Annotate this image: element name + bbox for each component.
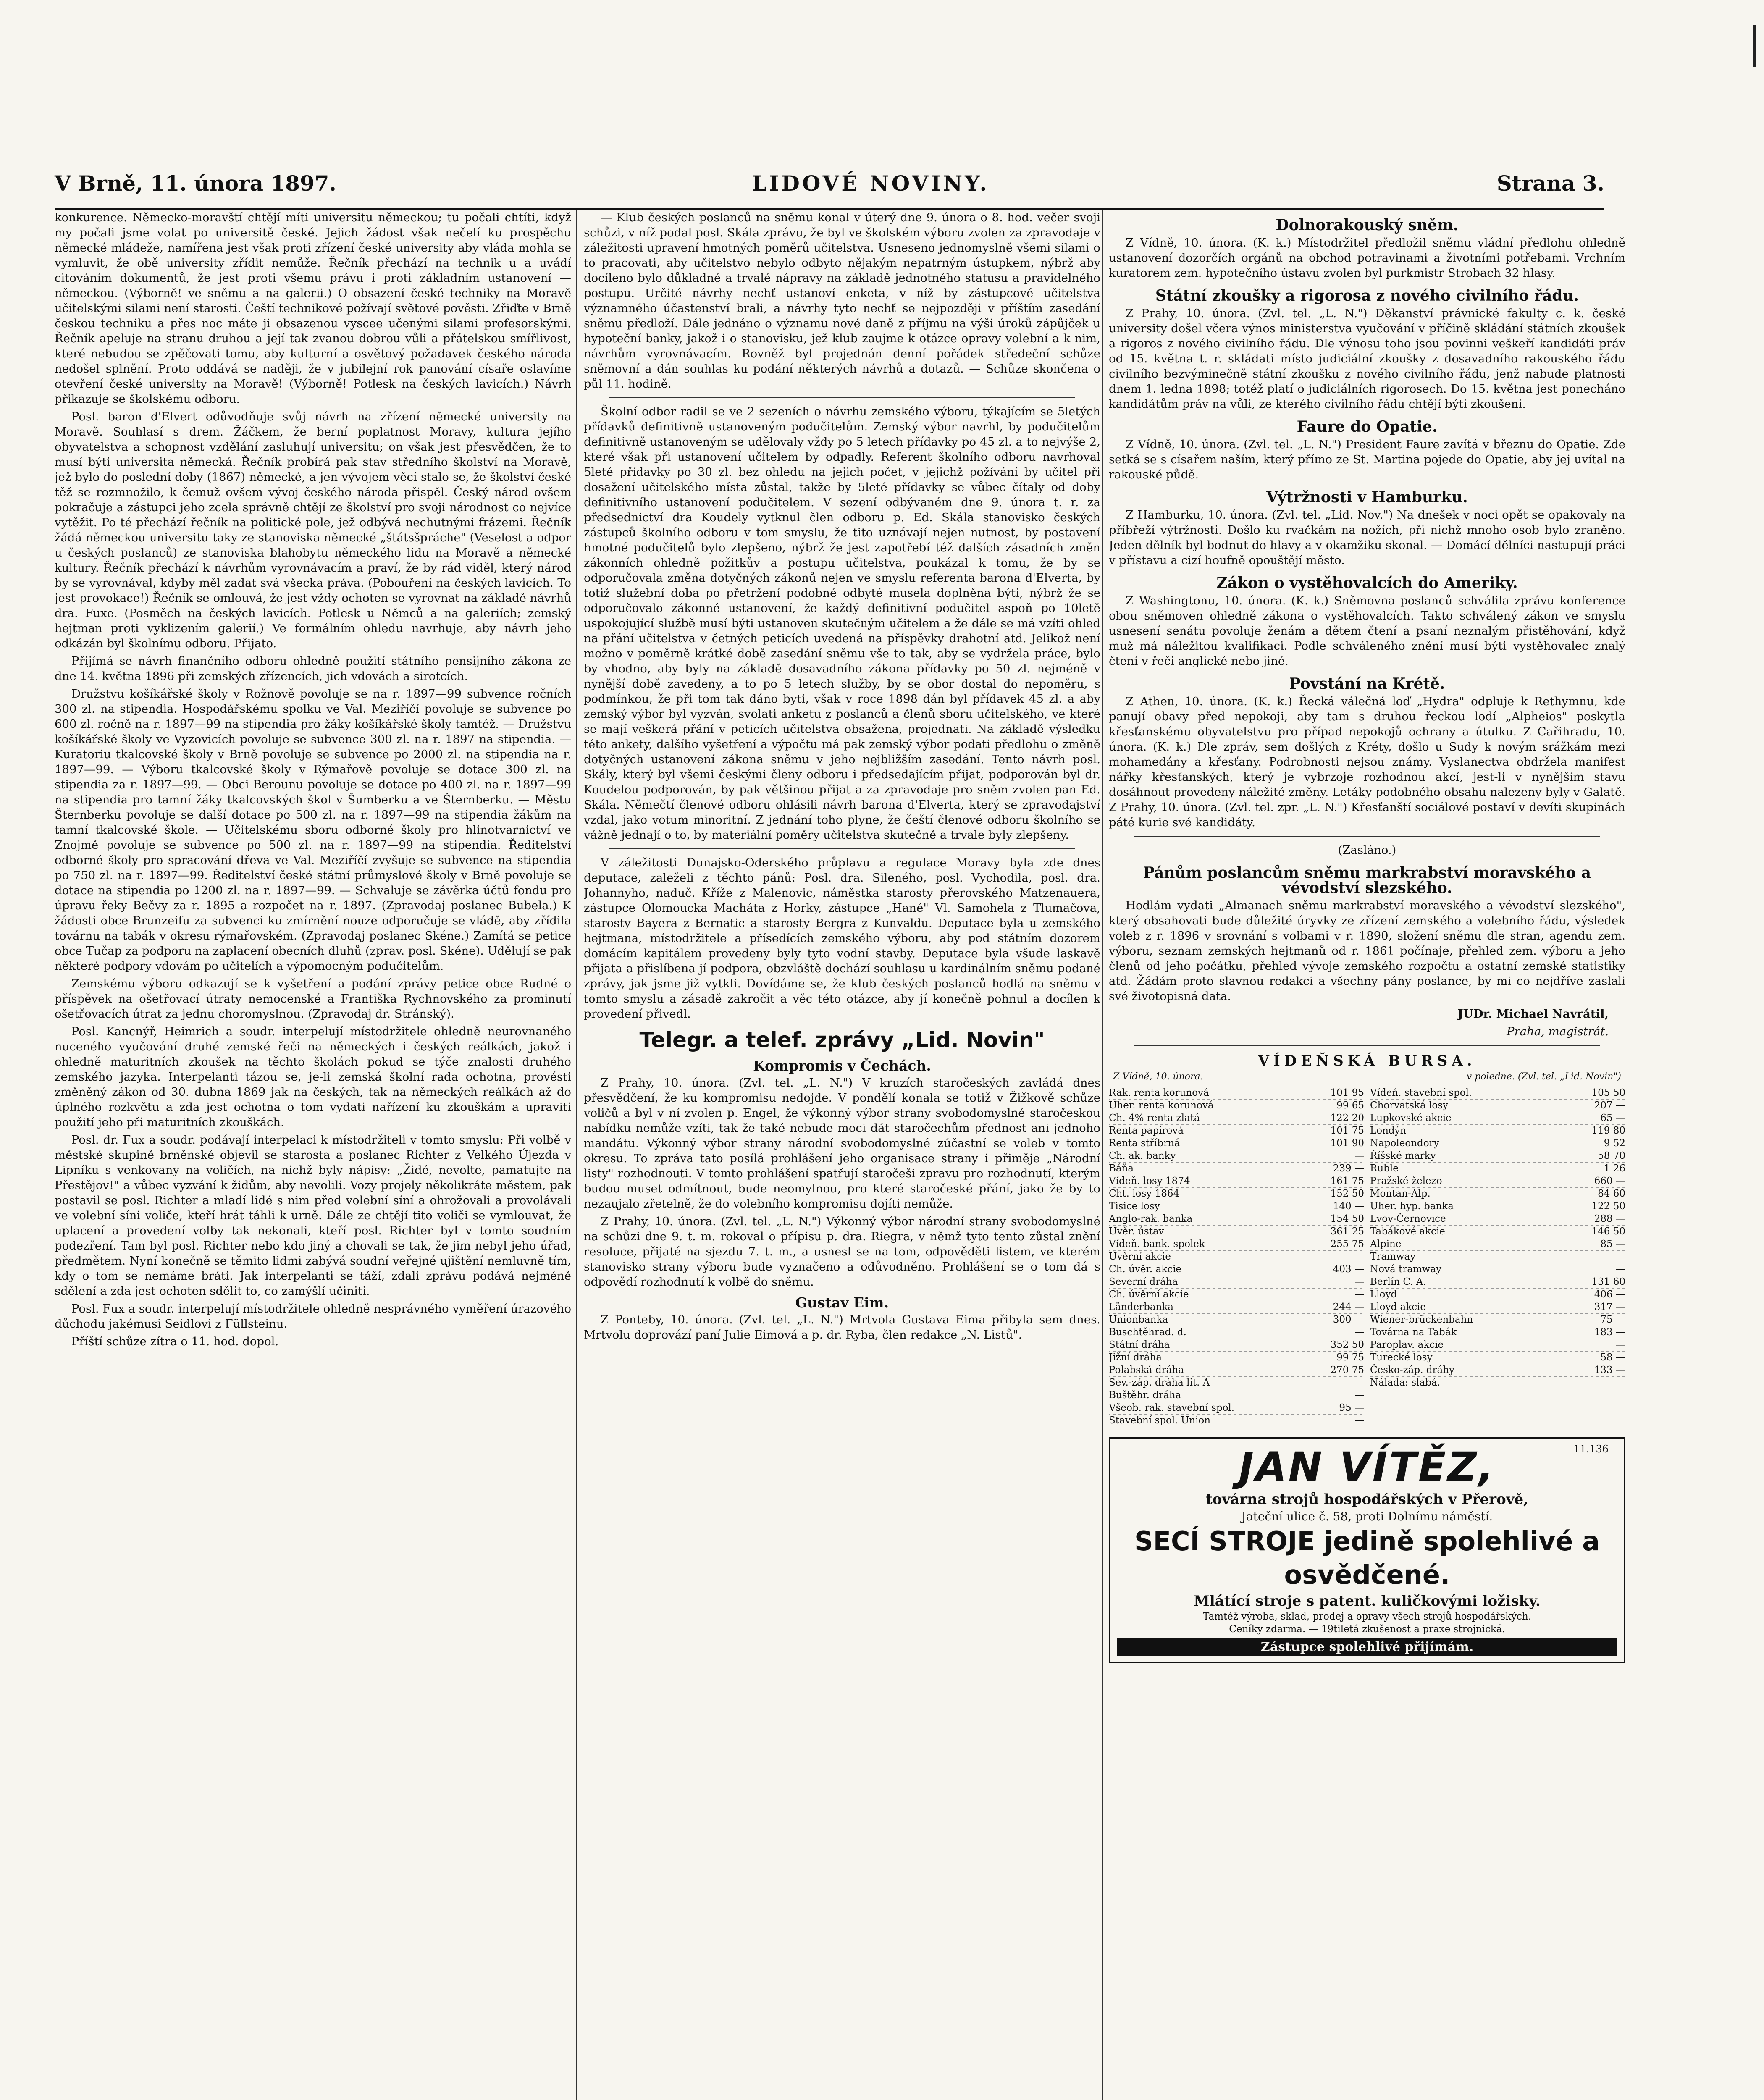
exchange-security-value: 1 26 [1604,1163,1625,1174]
exchange-security-value: 317 — [1594,1302,1625,1312]
exchange-security-value: 352 50 [1330,1339,1364,1350]
exchange-security-value: 101 90 [1330,1138,1364,1149]
exchange-security-value: 239 — [1333,1163,1364,1174]
exchange-security-name: Uher. hyp. banka [1370,1201,1454,1212]
exchange-row [1370,1301,1625,1314]
exchange-security-value: 361 25 [1330,1226,1364,1237]
exchange-row [1109,1289,1364,1301]
exchange-security-name: Montan-Alp. [1370,1188,1431,1199]
exchange-row [1370,1364,1625,1377]
exchange-row [1370,1326,1625,1339]
exchange-row [1370,1339,1625,1352]
ad-line: továrna strojů hospodářských v Přerově, [1206,1491,1528,1508]
exchange-security-value: 75 — [1600,1314,1625,1325]
exchange-security-value [1579,1377,1625,1389]
exchange-security-name: Vídeň. bank. spolek [1109,1239,1205,1250]
exchange-security-value: 131 60 [1591,1276,1625,1287]
exchange-security-name: Uher. renta korunová [1109,1100,1214,1111]
telegram-heading: Gustav Eim. [795,1294,889,1311]
exchange-security-name: Česko-záp. dráhy [1370,1365,1454,1376]
exchange-security-name: Vídeň. losy 1874 [1109,1176,1190,1186]
section-text: Z Washingtonu, 10. února. (K. k.) Sněmovna poslanců schválila zprávu konference obou sněmoven ohledně zákona o vystěhovalcích. Takto schválený zákon ve smyslu usnesení senátu povoluje ženám a dětem čtení a psaní neznalým přistěhování, když muž má náležitou kvalifikaci. Podle schváleného znění musí býti vystěhovalec znalý čtení v řeči anglické nebo jiné. [1109,594,1625,668]
exchange-security-value: — [1616,1264,1625,1275]
exchange-security-value: 84 60 [1598,1188,1625,1199]
exchange-security-value: — [1616,1339,1625,1350]
exchange-security-name: Turecké losy [1370,1352,1433,1363]
exchange-row [1370,1276,1625,1289]
exchange-security-value: 85 — [1600,1239,1625,1250]
exchange-security-value: 65 — [1600,1113,1625,1124]
exchange-row [1109,1087,1364,1100]
exchange-security-value: 101 95 [1330,1087,1364,1098]
exchange-row [1370,1314,1625,1326]
exchange-security-name: Lupkovské akcie [1370,1113,1452,1124]
exchange-row [1109,1301,1364,1314]
article-paragraph: konkurence. Německo-moravští chtějí míti universitu německou; tu počali chtíti, když my počali jsme volat po universitě české. Jejich žádost však nečelí ku prospěchu německé mládeže, namířena jest však proti zřízení české university aby vláda mohla se vymluvit, že obě university zřídit nemůže. Řečník přechází na technik u a uvádí citováním dokumentů, že jest proti všemu právu i proti základním ustanovení — německou. (Výborně! ve sněmu a na galerii.) O obsazení české techniky na Moravě učitelskými silami není starosti. Čeští technikové požívají světové pověsti. Zřiďte v Brně českou techniku a přes noc máte ji obsazenou vyscee učenými silami profesorskými. Řečník apeluje na stranu druhou a její tak zvanou dobrou vůli a přátelskou smířlivost, které nebudou se zpěčovati tomu, aby kulturní a osvětový požadavek českého národa nedošel splnění. Proto oddává se naději, že v jubilejní rok panování císaře oslavíme otevření české university na Moravě! (Výborně! Potlesk na českých lavicích.) Návrh přikazuje se školskému odboru. [55,211,571,406]
exchange-security-name: Lvov-Černovice [1370,1213,1446,1224]
exchange-security-name: Lloyd [1370,1289,1397,1300]
exchange-row [1109,1188,1364,1200]
separator [609,848,1075,849]
exchange-security-name: Říšské marky [1370,1150,1436,1161]
column-3 [1109,210,1625,2100]
exchange-security-value: 133 — [1594,1365,1625,1376]
exchange-security-name: Londýn [1370,1125,1407,1136]
exchange-row [1109,1100,1364,1112]
exchange-row [1370,1188,1625,1200]
exchange-row [1370,1238,1625,1251]
exchange-row [1370,1251,1625,1263]
exchange-security-value: 300 — [1333,1314,1364,1325]
exchange-security-value: 9 52 [1604,1138,1625,1149]
exchange-subheader [1113,1069,1621,1084]
exchange-security-value: — [1616,1251,1625,1262]
exchange-row [1370,1163,1625,1175]
ad-line: Ceníky zdarma. — 19tiletá zkušenost a praxe strojnická. [1229,1624,1505,1635]
article-paragraph: Posl. dr. Fux a soudr. podávají interpelaci k místodržiteli v tomto smyslu: Při volbě v městské skupině brněnské objevil se starosta a poslanec Richter z Velkého Újezda v Lipníku s venkovany na voličích, na nichž byly nápisy: „Židé, nevolte, pamatujte na Přestějov!" a vůbec vyzvání k židům, aby nevolili. Vozy projely několikráte městem, pak postavil se posl. Richter a mladí lidé s nim před volební síní a ohrožovali a provolávali ve volební síni voliče, kteří hrát táhli k urně. Dále ze chtějí tito voliči se vymlouvat, že uplacení a provedení volby tak nekonali, kteří posl. Richter byl v tomto soudním podezření. Tam byl posl. Richter nebo kdo jiný a chovali se tak, že jim nebyl jeho úřad, předmětem. Nyní konečně se těmito lidmi zabývá soudní veřejné ujištění nemluvně tím, kdy o tom se nemáme bráti. Jak interpelanti se táží, zdali zprávu podává nejméně sdělení a zda jest ochoten sdělit to, co zamýšlí učiniti. [55,1133,571,1298]
open-letter-text: Hodlám vydati „Almanach sněmu markrabství moravského a vévodství slezského", který obsahovati bude důležité úryvky ze zřízení zemského a volebního řádu, výsledek voleb z r. 1896 v srovnání s volbami v r. 1890, složení sněmu dle stran, agendu zem. výboru, seznam zemských hejtmanů od r. 1861 počínaje, přehled zem. výboru a jeho členů od jeho počátku, přehled vývoje zemského rozpočtu a ostatní zemské statistiky atd. Žádám proto slavnou redakci a všechny pány poslance, by mi co nejdříve zaslali své životopisná data. [1109,899,1625,1003]
exchange-row [1109,1377,1364,1389]
open-letter-place: Praha, magistrát. [1506,1025,1609,1038]
exchange-row [1109,1125,1364,1137]
exchange-row [1109,1137,1364,1150]
exchange-row [1109,1339,1364,1352]
article-paragraph: Posl. Kancnýř, Heimrich a soudr. interpelují místodržitele ohledně neurovnaného nuceného vyučování druhé zemské řeči na německých i českých reálkách, jakož i ohledně maturitních zkoušek na těchto školách pokud se týče znalosti druhého zemského jazyka. Interpelanti tázou se, je-li zemská školní rada ochotna, provésti změněný zákon od 30. dubna 1869 jak na českých, tak na německých reálkách až do úplného rozkvětu a zda jest ochotna o tom vydati nařízení ku zkouškám a upraviti použití jeho při maturitních zkouškách. [55,1025,571,1129]
exchange-row [1109,1326,1364,1339]
column-divider [1102,210,1103,2100]
exchange-row [1109,1276,1364,1289]
exchange-security-value: — [1354,1415,1364,1426]
article-paragraph: Posl. baron d'Elvert odůvodňuje svůj návrh na zřízení německé university na Moravě. Souhlasí s drem. Žáčkem, že berní poplatnost Moravy, kultura jejího obyvatelstva a schopnost vzdělání zasluhují universitu; on však jest přesvědčen, že to musí býti universita německá. Řečník probírá pak stav středního školství na Moravě, jež bylo do poslední doby (1867) německé, a jen vývojem věcí stalo se, že školství české těž se rozmnožilo, k čemuž ovšem vývoj českého národa přispěl. Český národ ovšem pokračuje a zástupci jeho zcela správně chtějí ze školství pro svoji národnost co nejvíce vytěžit. Po té přechází řečník na politické pole, jež odbývá nechutnými frázemi. Řečník žádá německou universitu taky ze stanoviska německé „štátsšpráche" (Veselost a odpor u českých poslanců) ze stanoviska blahobytu německého lidu na Moravě a německé kultury. Řečník přechází k návrhům vyrovnávacím a praví, že by rád viděl, který národ by se vyrovnával, kdyby měl zadat svá všecka práva. (Pobouření na českých lavicích. To jest provokace!) Řečník se omlouvá, že jest vždy ochoten se vyrovnat na základě návrhů dra. Fuxe. (Posměch na českých lavicích. Potlesk u Němců a na galeriích; zemský hejtman proti vyklizením galerií.) Ve formálním ohledu navrhuje, aby návrh jeho odkázán byl školnímu odboru. Přijato. [55,410,571,650]
separator [609,397,1075,398]
exchange-security-name: Napoleondory [1370,1138,1439,1149]
ad-number: 11.136 [1573,1443,1609,1455]
exchange-right-date: v poledne. (Zvl. tel. „Lid. Novin") [1466,1071,1621,1082]
section-title: Výtržnosti v Hamburku. [1266,488,1468,506]
exchange-row [1370,1263,1625,1276]
exchange-security-value: 183 — [1594,1327,1625,1338]
exchange-table [1109,1087,1625,1427]
exchange-security-value: 207 — [1594,1100,1625,1111]
exchange-security-value: 58 — [1600,1352,1625,1363]
exchange-security-name: Unionbanka [1109,1314,1168,1325]
exchange-security-name: Jižní dráha [1109,1352,1162,1363]
page-number: Strana 3. [1496,171,1604,196]
header-dateline: V Brně, 11. února 1897. [55,171,336,196]
exchange-row [1109,1213,1364,1226]
exchange-row [1370,1125,1625,1137]
exchange-row [1109,1402,1364,1415]
exchange-security-value: 406 — [1594,1289,1625,1300]
page-header [55,166,1604,208]
exchange-row [1109,1163,1364,1175]
exchange-security-name: Úvěr. ústav [1109,1226,1164,1237]
school-board-report: Školní odbor radil se ve 2 sezeních o návrhu zemského výboru, týkajícím se 5letých přídavků definitivně ustanoveným podučitelům. Zemský výbor navrhl, by podučitelům definitivně ustanoveným se udělovaly vždy po 5 letech přídavky po 45 zl. a to nejvýše 2, které však při ustanovení učitelem by odpadly. Referent školního odboru navrhoval 5leté přídavky po 30 zl. bez ohledu na jejich počet, v jejichž požívání by učitel při dosažení učitelského místa zůstal, takže by 5leté přídavky se vůbec čítaly od doby definitivního ustanovení podučitelem. V sezení odbývaném dne 9. února t. r. za předsednictví dra Koudely vytknul člen odboru p. Ed. Skála stanovisko českých zástupců školního odboru v tom smyslu, že tito uznávají nejen nutnost, by postavení hmotné podučitelů bylo zlepšeno, nýbrž že jest zapotřebí též dalších zásadních změn zákonních ohledně požitkův a postupu učitelstva, poukázal k tomu, že by se odporučovala změna dotyčných zákonů nejen ve smyslu referenta barona d'Elverta, by totiž služební doba po přetržení podobné odbyté musela doplněna býti, nýbrž že se odporučovalo zákonné ustanovení, že každý definitivní podučitel aspoň po 10letě uspokojující službě musí býti ustanoven skutečným učitelem a že dále se má vzíti ohled na přání učitelstva v četných peticích uvedená na příspěvky drahotní atd. Jelikož není možno v poměrně krátké době zasedání sněmu vše to tak, aby se vydržela práce, bylo by vhodno, aby byly na základě dosavadního zákona přídavky po 50 zl. nejméně v nynější době zavedeny, a to po 5 letech služby, by se obor dostal do nepoměru, s podmínkou, že při tom tak dáno byti, však v roce 1898 dán byl přídavek 45 zl. a aby zemský výbor byl vyzván, svolati anketu z poslanců a členů sboru učitelského, ve které se mají veškerá přání v peticích učitelstva obsažena, projednati. Na základě výsledku této ankety, dalšího vyšetření a výpočtu má pak zemský výbor podati předlohu o změně dotyčných ustanovení zákona sněmu v jeho nejbližším zasedání. Tento návrh posl. Skály, který byl všemi českými členy odboru i předsedajícím přijat, podporován byl dr. Koudelou podporován, by pak většinou přijat a za zpravodaje pro sněm zvolen pan Ed. Skála. Němečtí členové odboru ohlásili návrh barona d'Elverta, který se zpravodajství vzdal, jako votum minoritní. Z jednání toho plyne, že čeští členové odboru školního se vážně jednají o to, by materiální poměry učitelstva skutečně a trvale byly zlepšeny. [584,405,1100,842]
exchange-security-name: Úvěrní akcie [1109,1251,1171,1262]
exchange-row [1370,1352,1625,1364]
section-title: Dolnorakouský sněm. [1276,216,1459,234]
ad-footer: Zástupce spolehlivé přijímám. [1117,1638,1617,1656]
exchange-security-value: 152 50 [1330,1188,1364,1199]
ad-company-name: JAN VÍTĚZ, [1239,1444,1496,1491]
exchange-security-name: Ch. úvěrní akcie [1109,1289,1189,1300]
exchange-row [1109,1200,1364,1213]
open-letter-marker: (Zasláno.) [1338,843,1396,857]
exchange-row [1370,1137,1625,1150]
separator [1134,836,1600,837]
exchange-security-value: 255 75 [1330,1239,1364,1250]
column-divider [576,210,577,2100]
open-letter-signature [1109,1006,1609,1021]
exchange-security-value: 154 50 [1330,1213,1364,1224]
exchange-security-name: Nálada: slabá. [1370,1377,1441,1388]
exchange-security-value: — [1354,1276,1364,1287]
club-report: — Klub českých poslanců na sněmu konal v úterý dne 9. února o 8. hod. večer svoji schůzi, v níž podal posl. Skála zprávu, že byl ve školském výboru zvolen za zpravodaje v záležitosti upravení hmotných poměrů učitelstva. Usneseno jednomyslně všemi silami o to pracovati, aby učitelstvo nebylo odbyto nějakým nepatrným ústupkem, nýbrž aby docíleno bylo důkladné a trvalé nápravy na základě jednotného statusu a pravidelného postupu. Určité návrhy nechť ustanoví enketa, v níž by zástupcové učitelstva významného účastenství brali, a návrhy tyto nechť se nejpozději v příštím zasedání sněmu předloží. Dále jednáno o významu nové daně z příjmu na výši úroků zápůjček u hypoteční banky, jakož i o stanovisku, jež klub zaujme k otázce opravy volební a k nim, návrhům vyrovnávacím. Rovněž byl projednán denní pořádek středeční schůze sněmovní a dán souhlas ku podání některých návrhů a dotazů. — Schůze skončena o půl 11. hodině. [584,211,1100,391]
exchange-row [1109,1150,1364,1163]
exchange-security-name: Všeob. rak. stavební spol. [1109,1402,1235,1413]
section-title: Státní zkoušky a rigorosa z nového civilního řádu. [1155,287,1579,304]
exchange-row [1109,1112,1364,1125]
telegram-item: Z Prahy, 10. února. (Zvl. tel. „L. N.") Výkonný výbor národní strany svobodomyslné na schůzi dne 9. t. m. rokoval o přípisu p. dra. Riegra, v němž tyto tento zůstal znění resoluce, přijaté na sjezdu 7. t. m., a usnesl se na tom, odpověděti listem, ve kterém stanovisko strany výboru bude vyznačeno a odůvodněno. Prohlášení se o tom dá s odpovědí rozhodnutí k volbě do sněmu. [584,1215,1100,1289]
exchange-security-name: Renta papírová [1109,1125,1184,1136]
exchange-security-name: Wiener-brückenbahn [1370,1314,1473,1325]
exchange-security-name: Alpine [1370,1239,1402,1250]
exchange-security-name: Ch. úvěr. akcie [1109,1264,1182,1275]
exchange-security-name: Ruble [1370,1163,1399,1174]
exchange-security-value: — [1354,1251,1364,1262]
ad-line: Tamtéž výroba, sklad, prodej a opravy všech strojů hospodářských. [1202,1611,1532,1622]
telegram-item: Z Ponteby, 10. února. (Zvl. tel. „L. N.") Mrtvola Gustava Eima přibyla sem dnes. Mrtvolu doprovází paní Julie Eimová a p. dr. Ryba, člen redakce „N. Listů". [584,1313,1100,1341]
exchange-security-name: Polabská dráha [1109,1365,1184,1376]
exchange-security-value: 105 50 [1591,1087,1625,1098]
exchange-security-value: 146 50 [1591,1226,1625,1237]
exchange-left-column [1109,1087,1364,1427]
article-paragraph: Družstvu košíkářské školy v Rožnově povoluje se na r. 1897—99 subvence ročních 300 zl. na stipendia. Hospodářskému spolku ve Val. Meziříčí povoluje se subvence po 600 zl. ročně na r. 1897—99 na stipendia pro žáky košíkářské školy tamtéž. — Družstvu košíkářské školy ve Vyzovicích povoluje se subvence 300 zl. na r. 1897 na stipendia. — Kuratoriu tkalcovské školy v Brně povoluje se subvence po 2000 zl. na stipendia na r. 1897—99. — Výboru tkalcovské školy v Rýmařově povoluje se dotace 300 zl. na stipendia za r. 1897—99. — Obci Berounu povoluje se dotace po 400 zl. na r. 1897—99 na stipendia pro tamní žáky tkalcovských škol v Šumberku a ve Šternberku. — Městu Šternberku povoluje se další dotace po 500 zl. na r. 1897—99 na stipendia žákům na tamní tkalcovské škole. — Učitelskému sboru odborné školy pro hlinotvarnictví ve Znojmě povoluje se subvence po 500 zl. na r. 1897—99 na stipendia. Ředitelství odborné školy pro spracování dřeva ve Val. Meziříčí zvyšuje se subvence na stipendia po 750 zl. na r. 1897—99. Ředitelství české státní průmyslové školy v Brně povoluje se dotace na stipendia po 1200 zl. na r. 1897—99. — Schvaluje se závěrka účtů fondu pro úpravu řeky Bečvy za r. 1895 a rozpočet na r. 1897. (Zpravodaj poslanec Bubela.) K žádosti obce Brunzeifu za subvenci ku zmírnění nouze odporučuje se vládě, aby zřídila továrnu na tabák v okresu rýmařovském. (Zpravodaj poslanec Skéne.) Zamítá se petice obce Tučap za podporu na zaplacení obecních dluhů (zprav. posl. Skéne). Udělují se pak některé podpory vdovám po učitelích a výpomocným podučitelům. [55,687,571,973]
signature-name: JUDr. Michael Navrátil, [1457,1007,1609,1021]
exchange-row [1370,1112,1625,1125]
exchange-security-name: Anglo-rak. banka [1109,1213,1193,1224]
section-title: Povstání na Krétě. [1289,675,1445,693]
section-title: Zákon o vystěhovalcích do Ameriky. [1216,574,1518,592]
exchange-row [1109,1364,1364,1377]
article-paragraph: Příští schůze zítra o 11. hod. dopol. [71,1335,279,1348]
exchange-security-name: Pražské železo [1370,1176,1442,1186]
exchange-row [1370,1175,1625,1188]
exchange-row [1109,1314,1364,1326]
ad-headline: SECÍ STROJE jedině spolehlivé a osvědčené. [1134,1526,1600,1590]
exchange-row [1109,1175,1364,1188]
section-text: Z Prahy, 10. února. (Zvl. tel. „L. N.") Děkanství právnické fakulty c. k. české university došel včera výnos ministerstva vyučování v příčině skládání státních zkoušek a rigoros z nového civilního řádu. Dle výnosu toho jsou povinni veškeří kandidáti práv od 15. května t. r. skládati místo judiciální zkoušky z dosavadního rakouského řádu civilního bezvýminečně státní zkoušku z nového civilního řádu, jenž nabude platnosti dnem 1. ledna 1898; totéž platí o judiciálních rigorosech. Do 15. května jest ponecháno kandidátům práv na vůli, ze kterého civilního řádu chtějí býti zkoušeni. [1109,307,1625,411]
canal-report: V záležitosti Dunajsko-Oderského průplavu a regulace Moravy byla zde dnes deputace, zaleželi z těchto pánů: Posl. dra. Sileného, posl. Vychodila, posl. dra. Johannyho, naduč. Kříže z Malenovic, náměstka starosty přerovského Matzenauera, zástupce Olomoucka Macháta z Horky, zástupce „Hané" Vl. Samohela z Tlumačova, starosty Bayera z Bernatic a starosty Bergra z Kunvaldu. Deputace byla u zemského hejtmana, místodržitele a přísedících zemského výboru, aby pod státním dozorem domácím kapitálem provedeny byly tyto vodní stavby. Deputace byla všude laskavě přijata a přislíbena jí podpora, obzvláště dochází souhlasu u kardinálním sněmu podané zprávy, jak jsme již vytkli. Dovídáme se, že klub českých poslanců hodlá na sněmu v tomto smyslu a zásadě zakročit a věc této otázce, aby jí konečně pohnul a docílen k provedení přivedl. [584,856,1100,1021]
exchange-security-value: 119 80 [1591,1125,1625,1136]
exchange-security-value: — [1354,1289,1364,1300]
advertisement [1109,1437,1625,1663]
exchange-security-name: Länderbanka [1109,1302,1174,1312]
exchange-row [1370,1226,1625,1238]
separator [1134,1045,1600,1046]
exchange-security-value: 403 — [1333,1264,1364,1275]
exchange-security-value: 101 75 [1330,1125,1364,1136]
exchange-row [1109,1251,1364,1263]
newspaper-title: LIDOVÉ NOVINY. [752,171,990,196]
exchange-security-value: 244 — [1333,1302,1364,1312]
telegram-section-title: Telegr. a telef. zprávy „Lid. Novin" [639,1028,1045,1052]
exchange-row [1109,1238,1364,1251]
exchange-row [1109,1389,1364,1402]
exchange-security-name: Továrna na Tabák [1370,1327,1457,1338]
column-1 [55,210,571,2100]
article-paragraph: Přijímá se návrh finančního odboru ohledně použití státního pensijního zákona ze dne 14. května 1896 při zemských zřízencích, jich vdovách a sirotcích. [55,654,571,683]
section-text: Z Vídně, 10. února. (Zvl. tel. „L. N.") President Faure zavítá v březnu do Opatie. Zde setká se s císařem naším, který přímo ze St. Martina pojede do Opatie, aby jej uvítal na rakouské půdě. [1109,438,1625,481]
exchange-security-name: Tisice losy [1109,1201,1160,1212]
exchange-security-name: Státní dráha [1109,1339,1170,1350]
column-2 [584,210,1100,2100]
exchange-row [1370,1213,1625,1226]
exchange-security-value: 99 65 [1336,1100,1364,1111]
exchange-row [1370,1150,1625,1163]
exchange-row [1370,1087,1625,1100]
exchange-security-name: Vídeň. stavební spol. [1370,1087,1472,1098]
telegram-item: Z Prahy, 10. února. (Zvl. tel. „L. N.") V kruzích staročeských zavládá dnes přesvědčení, že ku kompromisu nedojde. V pondělí konala se totiž v Žižkově schůze voličů a byl v ní zvolen p. Engel, že výkonný výbor strany svobodomyslné staročeskou nabídku nemůže vzíti, tak že také nebude moci dát staročechům přednost ani jednoho mandátu. Výkonný výbor strany národní svobodomyslné zúčastní se voleb v tomto okresu. To zpráva tato posílá prohlášení jeho organisace strany i přiměje „Národní listy" rozhodnouti. V tomto prohlášení spatřují staročeši zpravu pro rozhodnutí, kterým budou muset odmítnout, bude neomylnou, pro které staročeské přání, jako že by to nezaujalo zřetelně, že do volebního kompromisu dojíti nemůže. [584,1076,1100,1210]
exchange-security-name: Stavební spol. Union [1109,1415,1211,1426]
exchange-row [1370,1289,1625,1301]
exchange-security-name: Báňa [1109,1163,1134,1174]
exchange-security-name: Ch. 4% renta zlatá [1109,1113,1200,1124]
exchange-security-name: Tramway [1370,1251,1416,1262]
exchange-security-name: Ch. ak. banky [1109,1150,1176,1161]
exchange-security-value: 99 75 [1336,1352,1364,1363]
section-text: Z Athen, 10. února. (K. k.) Řecká válečná loď „Hydra" odpluje k Rethymnu, kde panují obavy před nepokoji, aby tam s druhou řeckou lodí „Alpheios" poskytla křesťanskému obyvatelstvu pro případ nepokojů ochrany a útulku. Z Cařihradu, 10. února. (K. k.) Dle zpráv, sem došlých z Kréty, došlo u Sudy k novým srážkám mezi mohamedány a křesťany. Podrobnosti nejsou známy. Vyslanectva obdržela manifest nářky křesťanských, který je vybrzoje rozhodnou akcí, jest-li v nynějším stavu dosáhnout provedeny náležité změny. Letáky podobného obsahu nalezeny byly v Galatě. Z Prahy, 10. února. (Zvl. tel. zpr. „L. N.") Křesťanští sociálové postaví v devíti skupinách páté kurie své kandidáty. [1109,695,1625,829]
exchange-security-value: 122 50 [1591,1201,1625,1212]
exchange-security-value: 140 — [1333,1201,1364,1212]
article-paragraph: Zemskému výboru odkazují se k vyšetření a podání zprávy petice obce Rudné o příspěvek na ošetřovací útraty nemocenské a Františka Rychnovského za prominutí ošetřovacích útrat za jednu choromyslnou. (Zpravodaj dr. Stránský). [55,977,571,1021]
exchange-security-name: Rak. renta korunová [1109,1087,1209,1098]
section-title: Faure do Opatie. [1297,418,1438,436]
open-letter-title: Pánům poslancům sněmu markrabství moravského a vévodství slezského. [1143,864,1591,897]
ad-line: Jateční ulice č. 58, proti Dolnímu náměstí. [1241,1509,1493,1523]
exchange-row [1109,1263,1364,1276]
article-paragraph: Posl. Fux a soudr. interpelují místodržitele ohledně nesprávného vyměření úrazového důchodu jakémusi Seidlovi z Füllsteinu. [55,1302,571,1331]
exchange-row [1370,1100,1625,1112]
exchange-security-name: Chorvatská losy [1370,1100,1448,1111]
exchange-row [1109,1226,1364,1238]
exchange-left-date: Z Vídně, 10. února. [1113,1071,1203,1082]
exchange-row [1370,1200,1625,1213]
exchange-row [1370,1377,1625,1389]
exchange-security-name: Buštěhr. dráha [1109,1390,1181,1401]
exchange-row [1109,1352,1364,1364]
exchange-security-value: — [1354,1327,1364,1338]
exchange-security-name: Cht. losy 1864 [1109,1188,1180,1199]
exchange-security-value: 270 75 [1330,1365,1364,1376]
telegram-subtitle: Kompromis v Čechách. [753,1058,931,1074]
exchange-security-value: 288 — [1594,1213,1625,1224]
section-text: Z Vídně, 10. února. (K. k.) Místodržitel předložil sněmu vládní předlohu ohledně ustanovení dozorčích orgánů na obchod potravinami a životními potřebami. Vrchním kuratorem zem. hypotečního ústavu zvolen byl purkmistr Strobach 32 hlasy. [1109,236,1625,280]
exchange-security-value: — [1354,1390,1364,1401]
exchange-security-name: Berlín C. A. [1370,1276,1426,1287]
exchange-security-name: Nová tramway [1370,1264,1442,1275]
exchange-security-value: 95 — [1339,1402,1364,1413]
exchange-security-value: 58 70 [1598,1150,1625,1161]
exchange-security-name: Renta stříbrná [1109,1138,1180,1149]
exchange-security-name: Severní dráha [1109,1276,1178,1287]
exchange-right-column [1370,1087,1625,1427]
exchange-security-value: — [1354,1377,1364,1388]
exchange-security-name: Buschtěhrad. d. [1109,1327,1186,1338]
scan-edge-mark [1753,25,1756,67]
exchange-security-value: 122 20 [1330,1113,1364,1124]
ad-line: Mlátící stroje s patent. kuličkovými ložisky. [1194,1593,1541,1609]
exchange-security-name: Sev.-záp. dráha lit. A [1109,1377,1210,1388]
exchange-security-name: Paroplav. akcie [1370,1339,1444,1350]
exchange-security-name: Lloyd akcie [1370,1302,1426,1312]
section-text: Z Hamburku, 10. února. (Zvl. tel. „Lid. Nov.") Na dnešek v noci opět se opakovaly na příbřeží výtržnosti. Došlo ku rvačkám na nožích, při nichž mnoho osob bylo zraněno. Jeden dělník byl bodnut do hlavy a v okamžiku skonal. — Domácí dělníci nastupují práci v přístavu a cizí houfně opouštějí město. [1109,508,1625,567]
exchange-security-value: — [1354,1150,1364,1161]
exchange-security-value: 161 75 [1330,1176,1364,1186]
exchange-title: VÍDEŇSKÁ BURSA. [1258,1053,1476,1069]
exchange-row [1109,1415,1364,1427]
exchange-security-name: Tabákové akcie [1370,1226,1445,1237]
exchange-security-value: 660 — [1594,1176,1625,1186]
